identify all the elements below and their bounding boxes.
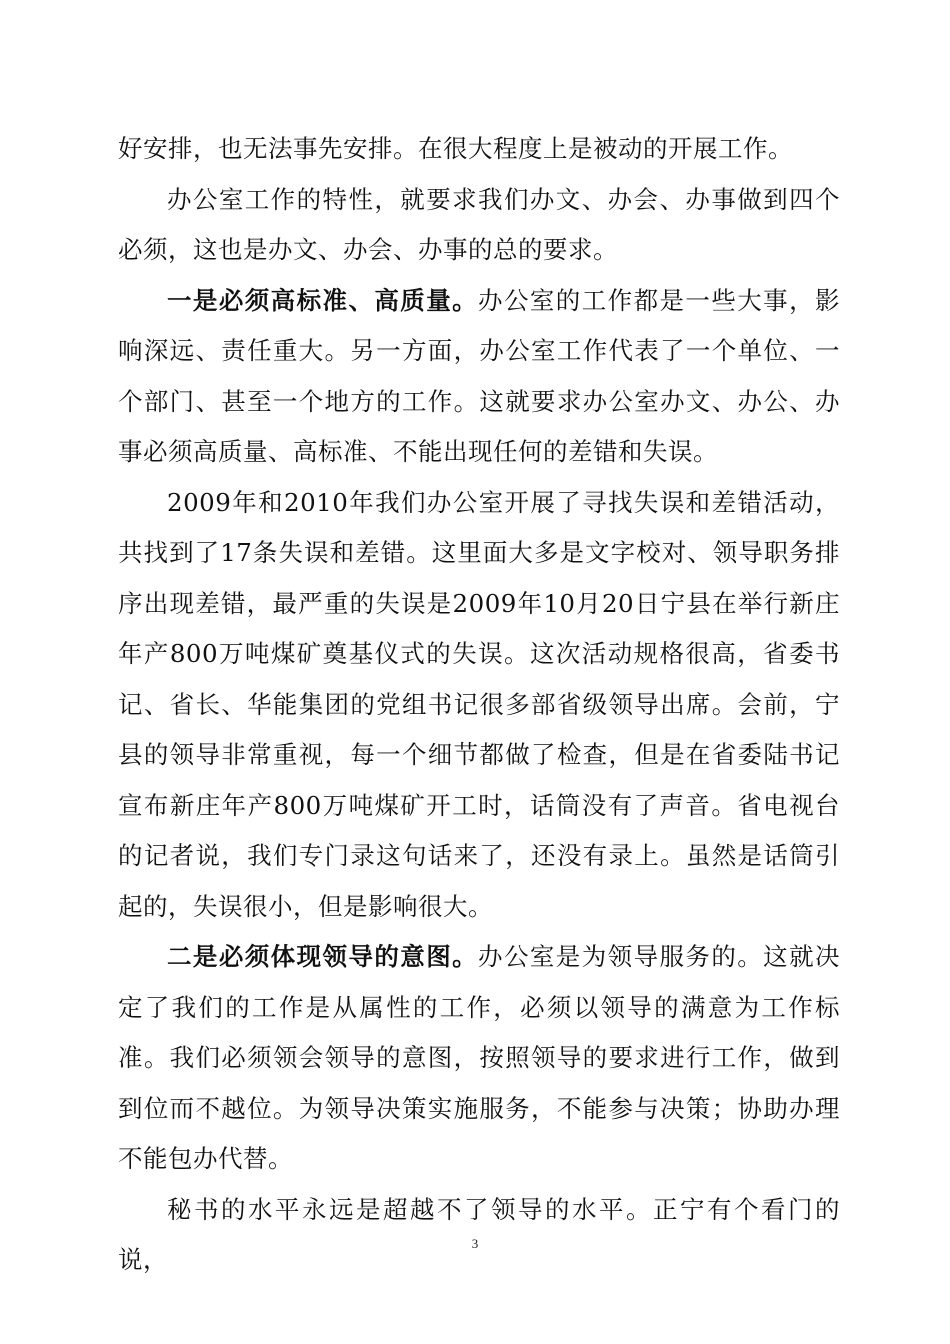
paragraph-lead-heading: 二是必须体现领导的意图。 — [167, 942, 479, 971]
document-body — [118, 124, 840, 1286]
paragraph-text: 秘书的水平永远是超越不了领导的水平。正宁有个看门的说， — [118, 1194, 840, 1274]
paragraph-text: 2009年和2010年我们办公室开展了寻找失误和差错活动，共找到了17条失误和差错。这里面大多是文字校对、领导职务排序出现差错，最严重的失误是2009年10月20日宁县在举行新庄年产800万吨煤矿奠基仪式的失误。这次活动规格很高，省委书记、省长、华能集团的党组书记很多部省级领导出席。会前，宁县的领导非常重视，每一个细节都做了检查，但是在省委陆书记宣布新庄年产800万吨煤矿开工时，话筒没有了声音。省电视台的记者说，我们专门录这句话来了，还没有录上。虽然是话筒引起的，失误很小，但是影响很大。 — [118, 487, 840, 921]
paragraph-text: 办公室工作的特性，就要求我们办文、办会、办事做到四个必须，这也是办文、办会、办事的总的要求。 — [118, 184, 840, 264]
paragraph-lead-heading: 一是必须高标准、高质量。 — [167, 285, 479, 315]
paragraph-text: 办公室的工作都是一些大事，影响深远、责任重大。另一方面，办公室工作代表了一个单位、一个部门、甚至一个地方的工作。这就要求办公室办文、办公、办事必须高质量、高标准、不能出现任何的差错和失误。 — [118, 285, 841, 466]
paragraph-2 — [118, 175, 840, 276]
paragraph-3 — [118, 276, 840, 478]
paragraph-text: 好安排，也无法事先安排。在很大程度上是被动的开展工作。 — [118, 134, 793, 163]
paragraph-6 — [118, 1185, 840, 1286]
paragraph-4 — [118, 478, 840, 933]
paragraph-5 — [118, 932, 840, 1185]
page-number: 3 — [471, 1236, 479, 1251]
paragraph-1 — [118, 124, 840, 175]
paragraph-text: 办公室是为领导服务的。这就决定了我们的工作是从属性的工作，必须以领导的满意为工作标准。我们必须领会领导的意图，按照领导的要求进行工作，做到到位而不越位。为领导决策实施服务，不能参与决策；协助办理不能包办代替。 — [118, 942, 841, 1173]
